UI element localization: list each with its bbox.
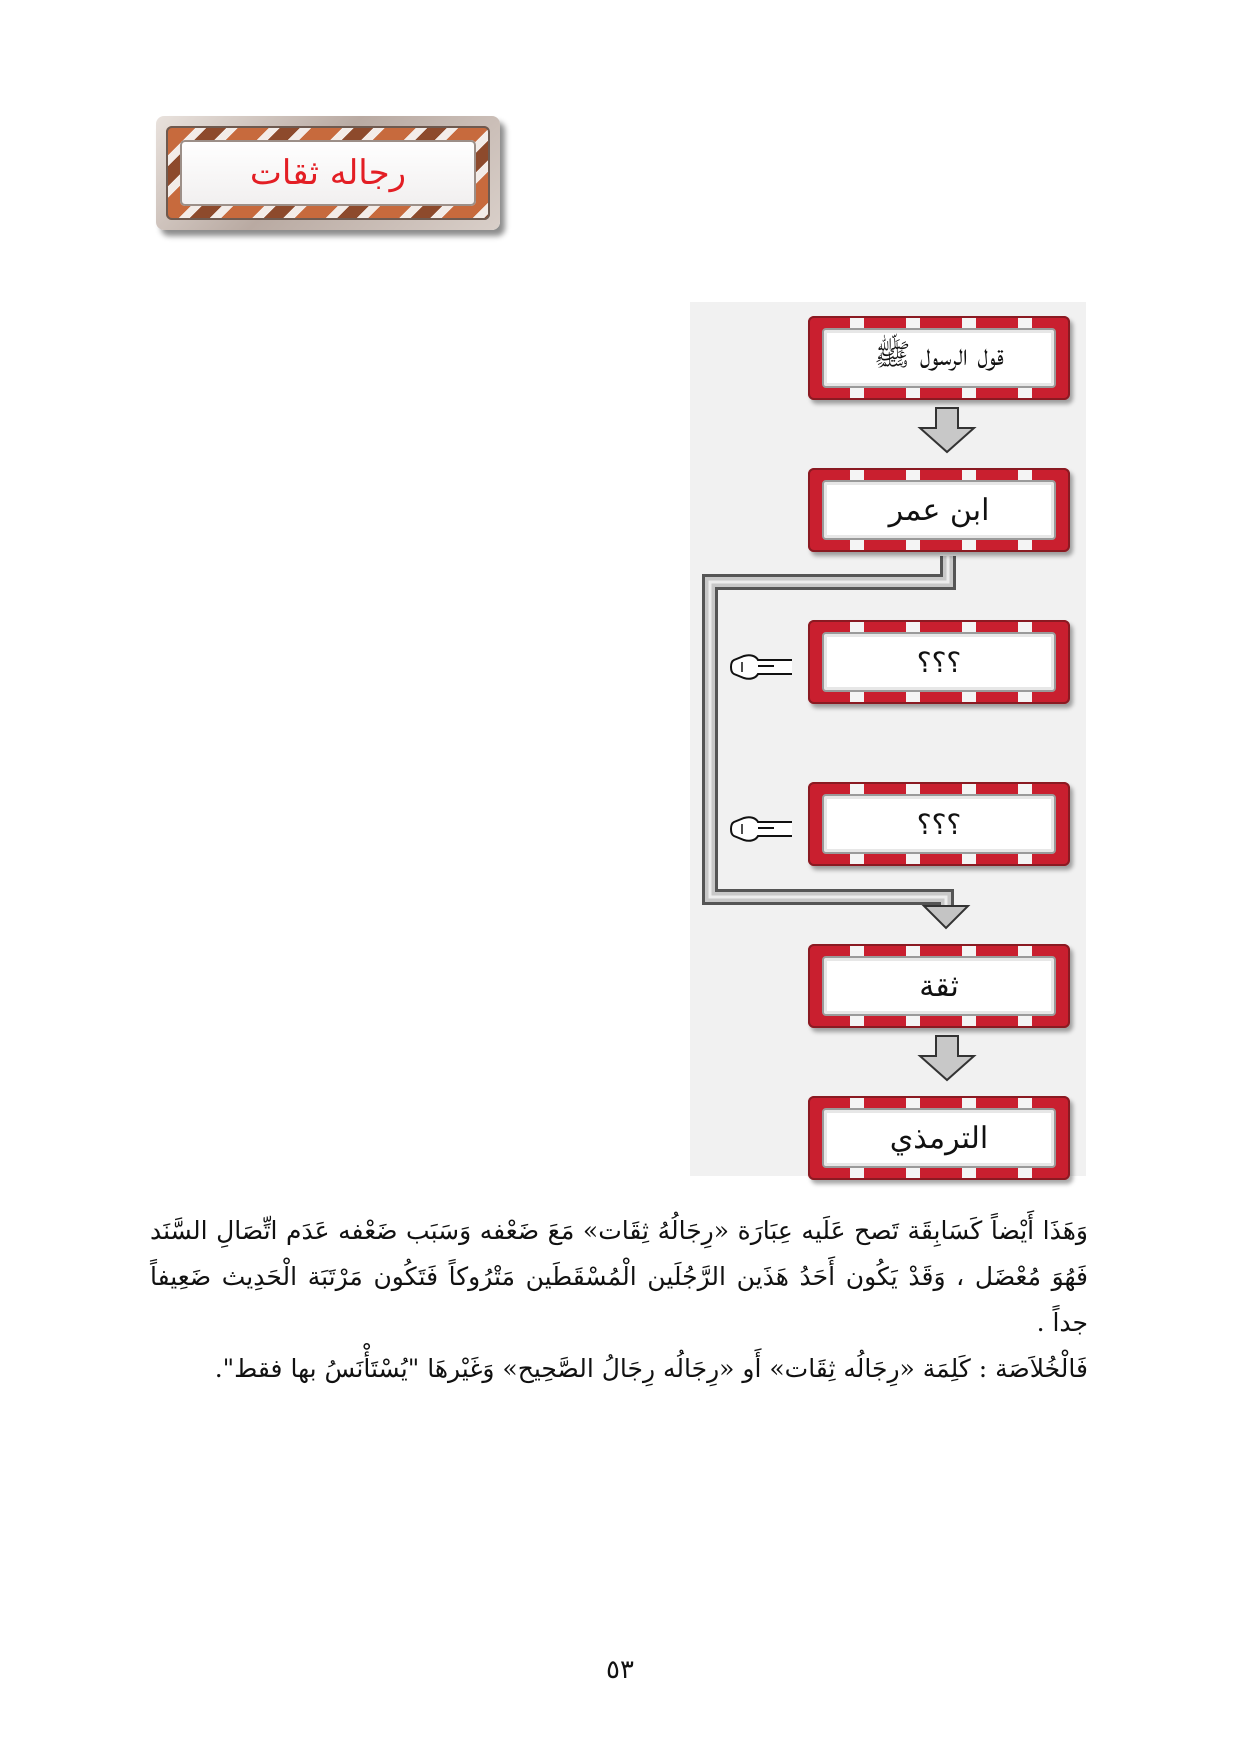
flow-node-ibn-umar bbox=[808, 468, 1070, 552]
paragraph-line-1: وَهَذَا أَيْضاً كَسَابِقَة تَصح عَلَيه عِبَارَة «رِجَالُهُ ثِقَات» مَعَ ضَعْفه وَسَبَب ضَعْفه عَدَم اتِّصَالِ السَّنَد فَهُوَ مُعْضَل ، وَقَدْ يَكُون أَحَدُ هَذَين الرَّجُلَين الْمُسْقَطَين مَتْرُوكاً فَتَكُون مَرْتَبَة الْحَدِيث ضَعِيفاً جداً . bbox=[150, 1216, 1088, 1337]
flow-node-unknown-2 bbox=[808, 782, 1070, 866]
arrow-down-icon bbox=[916, 1034, 978, 1084]
page-number: ٥٣ bbox=[606, 1655, 634, 1685]
node-label: ابن عمر bbox=[888, 492, 990, 528]
node-label: ثقة bbox=[919, 968, 959, 1004]
node-label: قول الرسول ﷺ bbox=[874, 337, 1004, 373]
flow-node-tirmidhi bbox=[808, 1096, 1070, 1180]
flow-node-unknown-1 bbox=[808, 620, 1070, 704]
paragraph-line-2: فَالْخُلاَصَة : كَلِمَة «رِجَالُه ثِقَات» أَو «رِجَالُه رِجَالُ الصَّحِيح» وَغَيْرهَا "يُسْتَأْنَسُ بها فقط". bbox=[214, 1354, 1088, 1383]
flow-node-thiqa bbox=[808, 944, 1070, 1028]
flow-node-prophet bbox=[808, 316, 1070, 400]
node-label: ؟؟؟ bbox=[916, 807, 962, 841]
node-label: الترمذي bbox=[889, 1120, 989, 1156]
node-label: ؟؟؟ bbox=[916, 645, 962, 679]
pointing-hand-icon bbox=[728, 652, 794, 682]
body-paragraph bbox=[150, 1208, 1088, 1392]
arrow-down-icon bbox=[916, 406, 978, 456]
pointing-hand-icon bbox=[728, 814, 794, 844]
badge-title: رجاله ثقات bbox=[249, 153, 407, 193]
